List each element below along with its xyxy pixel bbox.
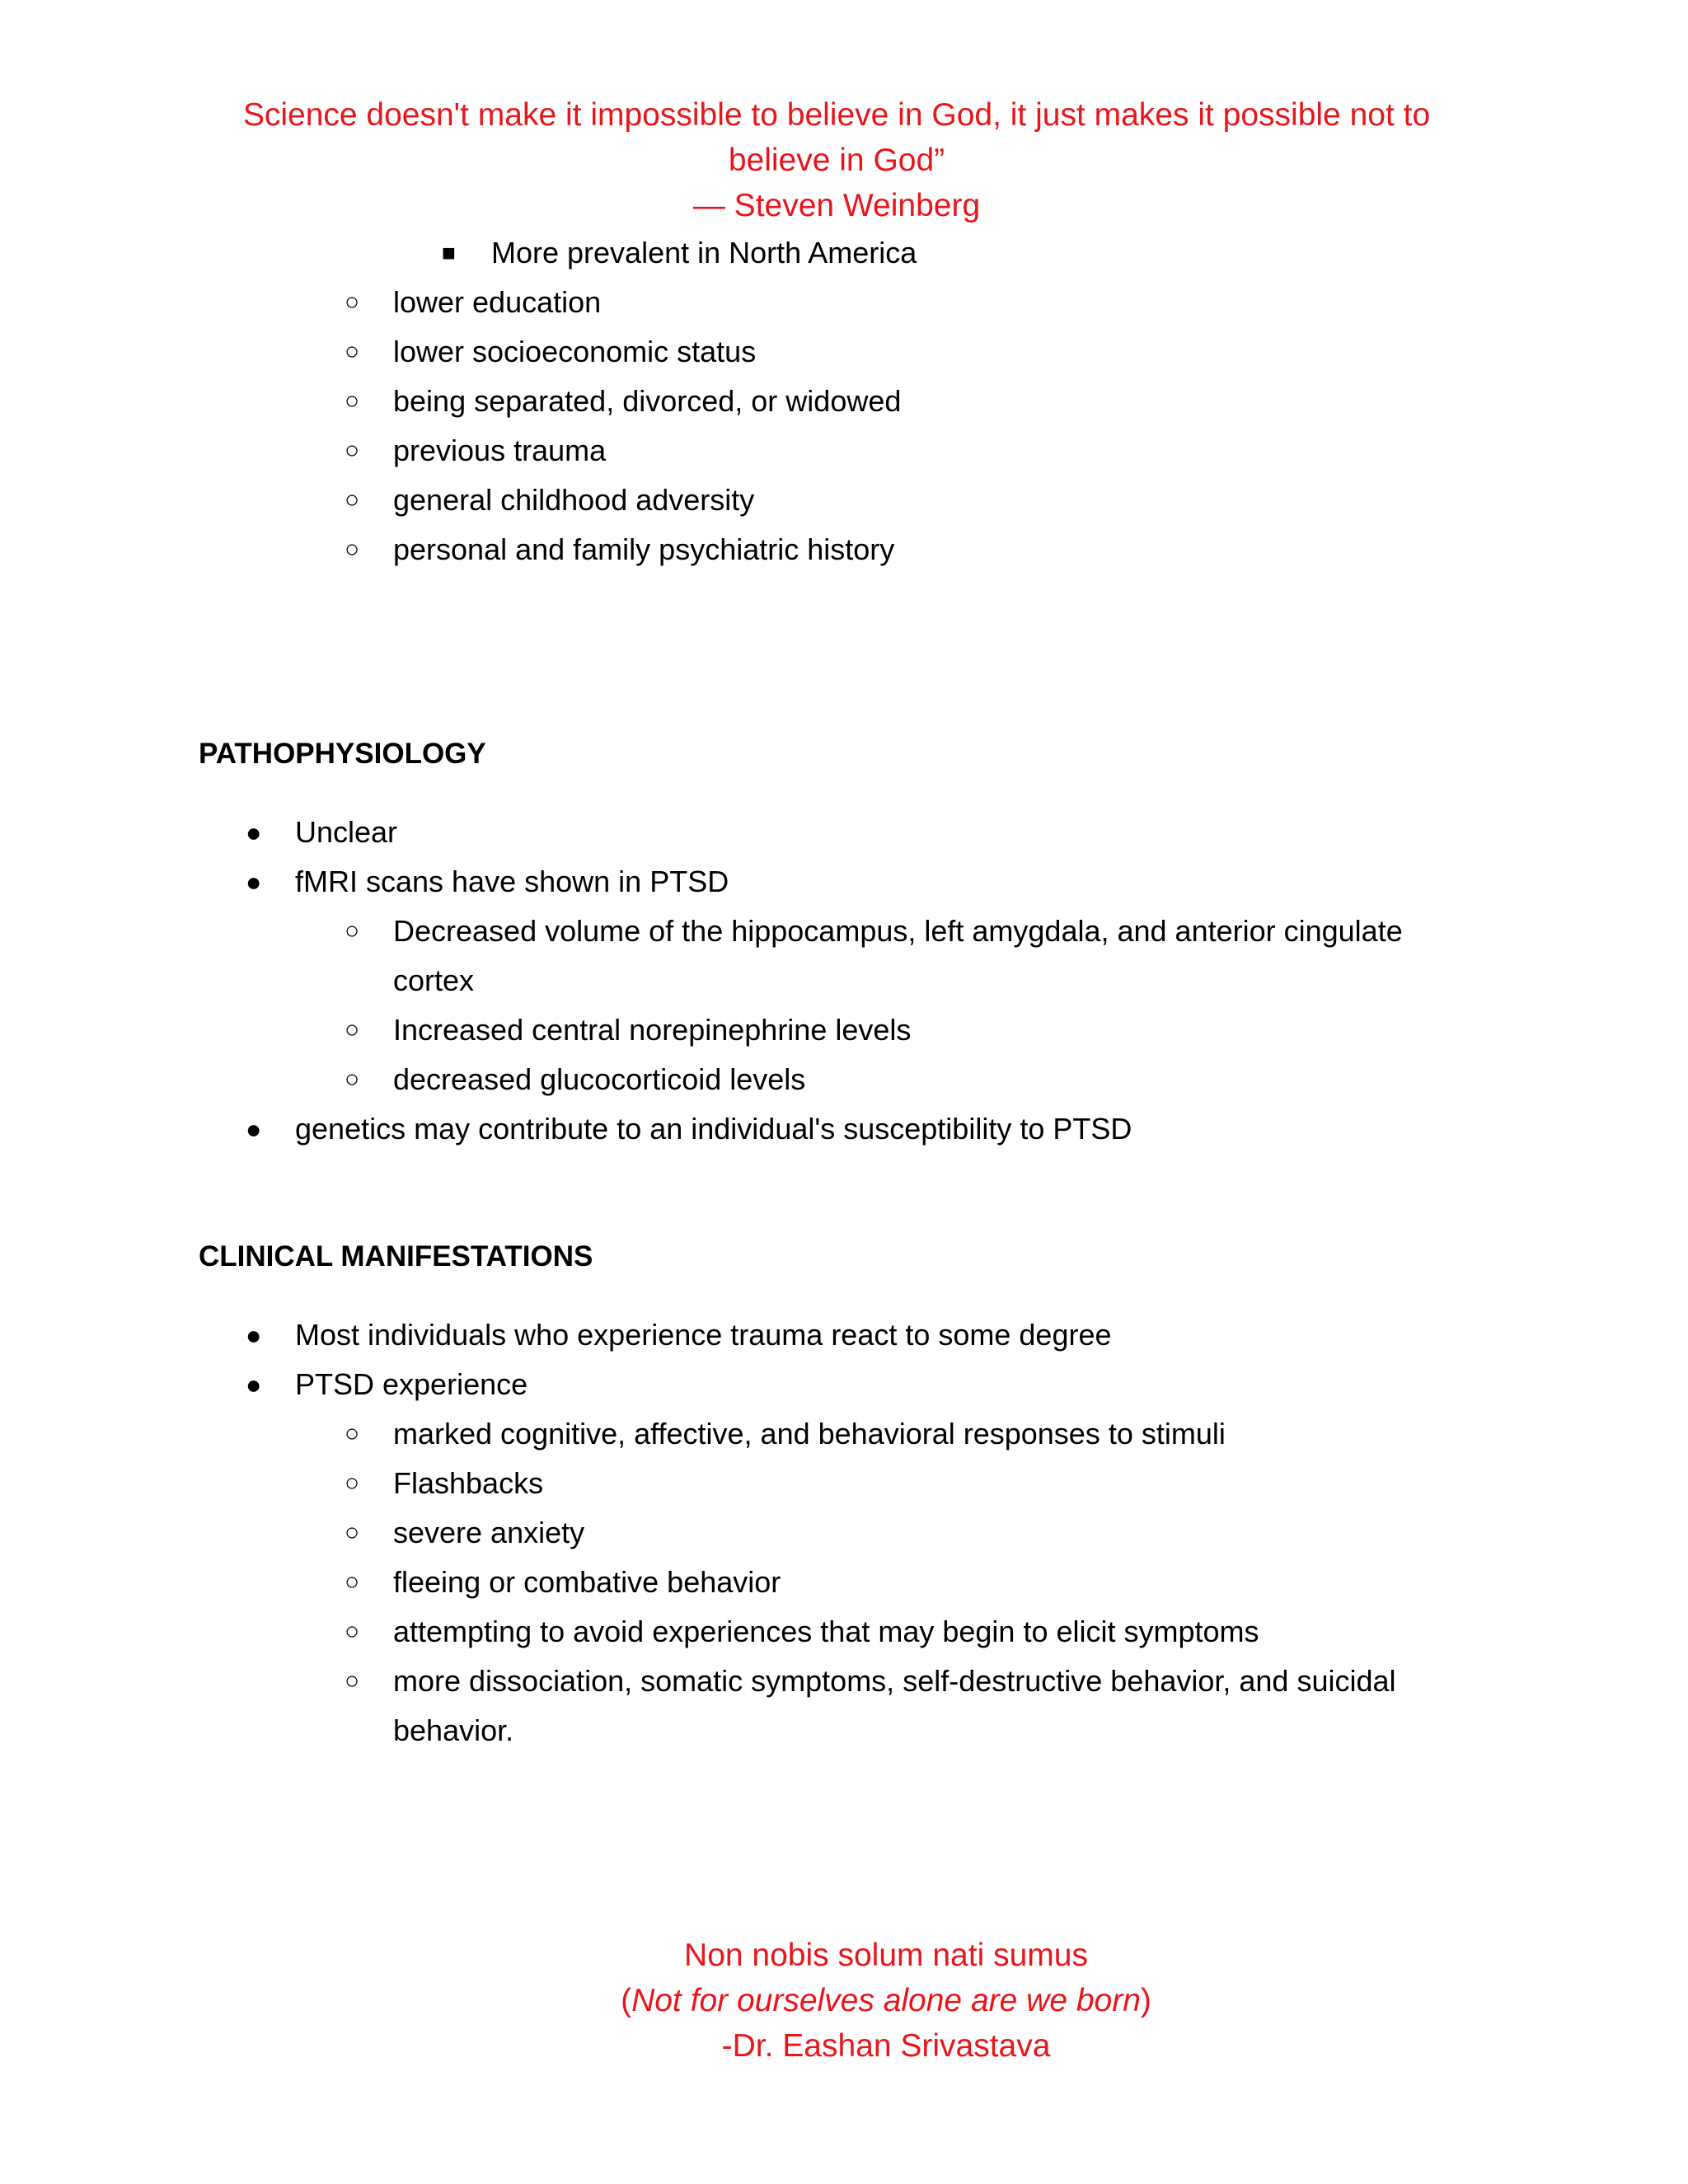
list-item: Decreased volume of the hippocampus, left amygdala, and anterior cingulate [393,914,1403,948]
close-paren: ) [1140,1983,1151,2018]
disc-bullet-icon: ● [246,1370,262,1399]
disc-bullet-icon: ● [246,1114,262,1144]
header-quote-attribution: — Steven Weinberg [692,188,981,223]
header-quote-line1: Science doesn't make it impossible to believe in God, it just makes it possible not to [242,97,1431,133]
list-item: marked cognitive, affective, and behavioral responses to stimuli [393,1417,1226,1451]
list-item: PTSD experience [295,1367,528,1401]
list-item: lower education [393,285,602,319]
circle-bullet-icon: ○ [345,1469,360,1497]
list-item: previous trauma [393,434,607,467]
header-quote-line2: believe in God” [728,143,945,178]
circle-bullet-icon: ○ [345,1519,360,1546]
disc-bullet-icon: ● [246,818,262,847]
list-item: fMRI scans have shown in PTSD [295,865,729,898]
list-item: severe anxiety [393,1516,585,1549]
list-item: being separated, divorced, or widowed [393,384,902,418]
circle-bullet-icon: ○ [345,1420,360,1447]
list-item: Unclear [295,815,398,849]
square-bullet-icon: ■ [442,240,456,265]
disc-bullet-icon: ● [246,1320,262,1350]
circle-bullet-icon: ○ [345,536,360,563]
footer-quote-attribution: -Dr. Eashan Srivastava [721,2028,1051,2064]
open-paren: ( [621,1983,632,2018]
list-item-continuation: cortex [393,963,475,997]
footer-quote-latin: Non nobis solum nati sumus [684,1938,1088,1973]
list-item-continuation: behavior. [393,1713,514,1747]
circle-bullet-icon: ○ [345,437,360,464]
circle-bullet-icon: ○ [345,917,360,944]
circle-bullet-icon: ○ [345,1618,360,1645]
list-item: Flashbacks [393,1466,544,1500]
header-quote [214,92,1459,228]
pathophysiology-heading: PATHOPHYSIOLOGY [199,738,486,770]
footer-quote-translation: Not for ourselves alone are we born [631,1983,1141,2018]
list-item: more dissociation, somatic symptoms, self-destructive behavior, and suicidal [393,1664,1396,1698]
circle-bullet-icon: ○ [345,486,360,513]
list-item: decreased glucocorticoid levels [393,1062,806,1096]
disc-bullet-icon: ● [246,867,262,897]
circle-bullet-icon: ○ [345,288,360,316]
list-item: lower socioeconomic status [393,335,757,368]
circle-bullet-icon: ○ [345,338,360,365]
circle-bullet-icon: ○ [345,1066,360,1093]
circle-bullet-icon: ○ [345,387,360,415]
clinical-manifestations-heading: CLINICAL MANIFESTATIONS [199,1240,593,1272]
circle-bullet-icon: ○ [345,1016,360,1043]
footer-quote-translation-line [462,1978,1311,2023]
list-item-prevalence: More prevalent in North America [491,236,917,269]
circle-bullet-icon: ○ [345,1568,360,1596]
footer-quote [462,1933,1311,2069]
list-item: genetics may contribute to an individual's susceptibility to PTSD [295,1112,1132,1146]
list-item: general childhood adversity [393,483,755,517]
list-item: personal and family psychiatric history [393,532,895,566]
list-item: Most individuals who experience trauma react to some degree [295,1318,1112,1352]
list-item: Increased central norepinephrine levels [393,1013,912,1047]
list-item: attempting to avoid experiences that may begin to elicit symptoms [393,1615,1259,1648]
circle-bullet-icon: ○ [345,1667,360,1694]
list-item: fleeing or combative behavior [393,1565,781,1599]
